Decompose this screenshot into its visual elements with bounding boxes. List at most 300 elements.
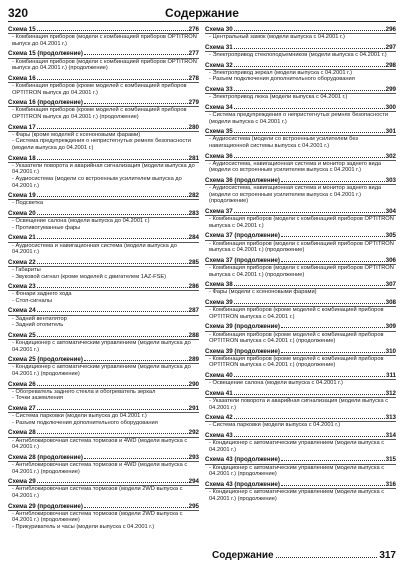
entry-item: - Антиблокировочная система тормозов и 4WD (модели выпуска с 04.2001 г.) (продолжение) xyxy=(12,462,188,475)
toc-entry[interactable] xyxy=(8,381,199,402)
entry-title: Схема 19 xyxy=(8,192,36,200)
toc-entry-heading xyxy=(205,323,396,330)
entry-item: - Комбинация приборов (модели с комбинацией приборов OPTITRON выпуска с 04.2001 г.) (продолжение) xyxy=(209,240,394,254)
entry-items xyxy=(205,306,396,320)
toc-entry-heading xyxy=(205,62,396,69)
entry-title: Схема 27 xyxy=(8,405,36,413)
entry-items xyxy=(205,379,396,387)
leader-dots xyxy=(37,385,188,386)
entry-title: Схема 35 xyxy=(205,128,233,136)
entry-page-number: 292 xyxy=(188,429,199,437)
entry-title: Схема 37 xyxy=(205,207,233,215)
entry-items xyxy=(205,51,396,59)
entry-page-number: 288 xyxy=(188,331,199,339)
entry-page-number: 277 xyxy=(188,50,199,58)
entry-item: - Система предупреждения о непристегнутых ремнях безопасности (модели выпуска до 04.2001 г.) xyxy=(12,138,192,151)
toc-entry[interactable] xyxy=(8,192,199,207)
entry-item: - Система парковки (модели выпуска с 04.2001 г.) xyxy=(209,422,341,429)
entry-title: Схема 38 xyxy=(205,281,233,289)
toc-entry-heading xyxy=(8,192,199,199)
toc-entry[interactable] xyxy=(8,283,199,304)
toc-entry[interactable] xyxy=(205,232,396,253)
entry-item: - Кондиционер с автоматическим управлением (модели выпуска до 04.2001 г.) (продолжение) xyxy=(12,364,191,378)
toc-entry[interactable] xyxy=(205,86,396,101)
leader-dots xyxy=(234,90,385,91)
entry-items xyxy=(8,242,199,256)
leader-dots xyxy=(37,336,188,337)
toc-entry-heading xyxy=(8,75,199,82)
leader-dots xyxy=(84,54,188,55)
toc-entry-heading xyxy=(8,283,199,290)
toc-entry-heading xyxy=(8,26,199,33)
toc-entry-heading xyxy=(8,234,199,241)
page-number: 320 xyxy=(8,6,29,20)
entry-page-number: 295 xyxy=(188,502,199,510)
entry-item: - Антиблокировочная система тормозов (модели 2WD выпуска с 04.2001 г.) xyxy=(12,486,183,500)
toc-entry[interactable] xyxy=(205,128,396,149)
entry-title: Схема 30 xyxy=(205,26,233,33)
entry-item: - Разъем подключения дополнительного оборудования xyxy=(209,76,355,83)
toc-entry[interactable] xyxy=(8,234,199,255)
entry-item: - Система предупреждения о непристегнутых ремнях безопасности (модели выпуска с 04.2001 г.) xyxy=(209,111,389,125)
entry-item: - Кондиционер с автоматическим управлением (модели выпуска с 04.2001 г.) (продолжение) xyxy=(209,464,385,478)
entry-item: - Аудиосистема, навигационная система и монитор заднего вида (модели со встроенным усилителем выпуска с 04.2001 г.) (продолжение) xyxy=(209,185,382,205)
toc-entry[interactable] xyxy=(205,456,396,477)
entry-page-number: 312 xyxy=(385,389,396,397)
toc-entry[interactable] xyxy=(8,99,199,120)
toc-entry-heading xyxy=(205,348,396,355)
leader-dots xyxy=(281,352,385,353)
entry-title: Схема 15 (продолжение) xyxy=(8,50,83,58)
entry-item: - Подсветка xyxy=(12,200,44,207)
leader-dots xyxy=(234,108,385,109)
entry-page-number: 299 xyxy=(385,85,396,93)
leader-dots xyxy=(234,376,385,377)
toc-entry[interactable] xyxy=(205,481,396,502)
entry-page-number: 303 xyxy=(385,176,396,184)
entry-item: - Задний отопитель xyxy=(12,322,64,329)
toc-entry[interactable] xyxy=(205,323,396,344)
leader-dots xyxy=(37,30,188,31)
entry-item: - Электропривод стеклоподъемников (модели выпуска с 04.2001 г.) xyxy=(209,52,387,58)
entry-title: Схема 33 xyxy=(205,85,233,93)
entry-page-number: 278 xyxy=(188,74,199,82)
toc-entry-heading xyxy=(205,257,396,264)
entry-title: Схема 16 xyxy=(8,74,36,82)
entry-page-number: 286 xyxy=(188,283,199,291)
entry-item: - Освещение салона (модели выпуска с 04.2001 г.) xyxy=(209,380,343,387)
entry-title: Схема 28 xyxy=(8,429,36,437)
toc-entry-heading xyxy=(8,210,199,217)
entry-page-number: 279 xyxy=(188,99,199,107)
entry-item: - Комбинация приборов (кроме моделей с комбинацией приборов OPTITRON выпуска с 04.2001 г.) xyxy=(209,307,384,320)
toc-entry[interactable] xyxy=(205,104,396,125)
entry-title: Схема 25 (продолжение) xyxy=(8,356,83,364)
toc-entry-heading xyxy=(8,307,199,314)
leader-dots xyxy=(37,128,188,129)
entry-page-number: 309 xyxy=(385,323,396,331)
entry-title: Схема 16 (продолжение) xyxy=(8,99,83,107)
entry-items xyxy=(8,217,199,231)
leader-dots xyxy=(37,311,188,312)
entry-page-number: 290 xyxy=(188,380,199,388)
entry-title: Схема 17 xyxy=(8,123,36,131)
entry-page-number: 281 xyxy=(188,154,199,162)
entry-items xyxy=(205,488,396,502)
toc-entry[interactable] xyxy=(8,210,199,231)
entry-item: - Противотуманные фары xyxy=(12,224,81,231)
toc-entry-heading xyxy=(8,259,199,266)
entry-page-number: 301 xyxy=(385,128,396,136)
leader-dots xyxy=(37,238,188,239)
entry-page-number: 305 xyxy=(385,232,396,240)
entry-title: Схема 32 xyxy=(205,61,233,69)
entry-items xyxy=(8,363,199,377)
toc-entry[interactable] xyxy=(205,299,396,320)
toc-entry-heading xyxy=(205,26,396,33)
page-header xyxy=(8,6,396,22)
entry-item: - Комбинация приборов (кроме моделей с комбинацией приборов OPTITRON выпуск до 04.2001 г.) (продолжение) xyxy=(12,107,187,120)
entry-page-number: 304 xyxy=(385,207,396,215)
toc-entry-heading xyxy=(205,104,396,111)
entry-items xyxy=(8,33,199,47)
entry-item: - Указатели поворота и аварийная сигнализация (модели выпуска до 04.2001 г.) xyxy=(12,162,195,176)
toc-entry-heading xyxy=(8,50,199,57)
entry-item: - Комбинация приборов (модели с комбинацией приборов OPTITRON выпуск до 04.2001 г.) (продолжение) xyxy=(12,58,197,72)
leader-dots xyxy=(234,285,385,286)
leader-dots xyxy=(37,159,188,160)
toc-entry-heading xyxy=(8,124,199,131)
leader-dots xyxy=(234,303,385,304)
entry-items xyxy=(205,355,396,369)
entry-item: - Стоп-сигналы xyxy=(12,297,53,304)
entry-item: - Обогреватель заднего стекла и обогреватель зеркал xyxy=(12,388,156,395)
entry-page-number: 314 xyxy=(385,432,396,440)
entry-items xyxy=(205,288,396,296)
entry-items xyxy=(205,160,396,174)
toc-entry[interactable] xyxy=(8,259,199,280)
entry-items xyxy=(8,131,199,152)
entry-item: - Центральный замок (модели выпуска с 04.2001 г.) xyxy=(209,34,345,41)
leader-dots xyxy=(234,132,385,133)
entry-item: - Разъем подключения дополнительного оборудования xyxy=(12,419,158,426)
entry-items xyxy=(8,58,199,72)
entry-title: Схема 25 xyxy=(8,331,36,339)
entry-page-number: 300 xyxy=(385,103,396,111)
entry-items xyxy=(205,240,396,254)
leader-dots xyxy=(276,557,378,558)
toc-entry[interactable] xyxy=(8,478,199,499)
entry-title: Схема 29 xyxy=(8,478,36,486)
entry-item: - Фонари заднего хода xyxy=(12,291,72,298)
entry-items xyxy=(8,290,199,304)
toc-entry-heading xyxy=(8,332,199,339)
leader-dots xyxy=(281,327,385,328)
entry-page-number: 280 xyxy=(188,123,199,131)
toc-entry-heading xyxy=(205,232,396,239)
toc-entry-heading xyxy=(205,456,396,463)
leader-dots xyxy=(37,409,188,410)
entry-items xyxy=(8,510,199,531)
toc-columns xyxy=(8,26,396,534)
entry-title: Схема 29 (продолжение) xyxy=(8,502,83,510)
toc-entry-heading xyxy=(8,99,199,106)
entry-item: - Комбинация приборов (модели с комбинацией приборов OPTITRON выпуска с 04.2001 г.) xyxy=(209,216,394,229)
leader-dots xyxy=(281,460,385,461)
leader-dots xyxy=(281,261,385,262)
entry-item: - Электропривод зеркал (модели выпуска с 04.2001 г.) xyxy=(209,69,352,76)
entry-item: - Указатели поворота и аварийная сигнализация (модели выпуска с 04.2001 г.) xyxy=(209,398,389,411)
entry-page-number: 285 xyxy=(188,258,199,266)
toc-entry-heading xyxy=(205,86,396,93)
toc-left-column xyxy=(8,26,199,534)
entry-item: - Фары (модели с ксеноновыми фарами) xyxy=(209,289,317,296)
entry-items xyxy=(8,106,199,120)
toc-entry[interactable] xyxy=(205,390,396,411)
page-title: Содержание xyxy=(165,6,239,20)
leader-dots xyxy=(281,181,385,182)
toc-entry[interactable] xyxy=(8,454,199,475)
entry-item: - Аудиосистема (модели со встроенным усилителем без навигационной системы выпуска с 04.2001 г.) xyxy=(209,136,358,149)
entry-items xyxy=(8,199,199,207)
leader-dots xyxy=(37,196,188,197)
entry-title: Схема 43 xyxy=(205,432,233,440)
entry-item: - Кондиционер с автоматическим управлением (модели выпуска с 04.2001 г.) (продолжение) xyxy=(209,489,385,502)
entry-items xyxy=(8,339,199,353)
entry-item: - Комбинация приборов (кроме моделей с комбинацией приборов OPTITRON выпуска с 04.2001 г.) (продолжение) xyxy=(209,355,384,369)
toc-entry-heading xyxy=(8,155,199,162)
entry-items xyxy=(205,93,396,101)
entry-title: Схема 28 (продолжение) xyxy=(8,453,83,461)
entry-item: - Аудиосистема, навигационная система и монитор заднего вида (модели со встроенным усилителем выпуска с 04.2001 г.) xyxy=(209,160,382,174)
leader-dots xyxy=(234,66,385,67)
entry-item: - Комбинация приборов (модели с комбинацией приборов OPTITRON выпуск до 04.2001 г.) xyxy=(12,34,197,47)
entry-page-number: 316 xyxy=(385,480,396,488)
entry-item: - Фары (кроме моделей с ксеноновыми фарами) xyxy=(12,131,141,138)
toc-entry-heading xyxy=(205,299,396,306)
leader-dots xyxy=(37,287,188,288)
entry-page-number: 315 xyxy=(385,456,396,464)
toc-entry[interactable] xyxy=(8,124,199,152)
entry-item: - Задний вентилятор xyxy=(12,315,67,322)
entry-item: - Антиблокировочная система тормозов (модели 2WD выпуска с 04.2001 г.) (продолжение) xyxy=(12,510,183,524)
toc-entry[interactable] xyxy=(8,332,199,353)
leader-dots xyxy=(37,482,188,483)
toc-entry[interactable] xyxy=(8,356,199,377)
entry-items xyxy=(8,461,199,475)
leader-dots xyxy=(234,212,385,213)
toc-entry[interactable] xyxy=(205,257,396,278)
toc-entry[interactable] xyxy=(8,26,199,47)
toc-entry[interactable] xyxy=(8,75,199,96)
entry-items xyxy=(8,162,199,189)
entry-page-number: 287 xyxy=(188,307,199,315)
toc-entry[interactable] xyxy=(8,50,199,71)
toc-entry-heading xyxy=(205,153,396,160)
entry-title: Схема 39 (продолжение) xyxy=(205,347,280,355)
toc-entry[interactable] xyxy=(8,307,199,328)
entry-page-number: 308 xyxy=(385,298,396,306)
entry-page-number: 310 xyxy=(385,347,396,355)
entry-items xyxy=(205,184,396,205)
toc-entry[interactable] xyxy=(8,155,199,190)
toc-entry[interactable] xyxy=(205,177,396,205)
entry-page-number: 311 xyxy=(386,372,396,380)
leader-dots xyxy=(281,485,385,486)
entry-item: - Комбинация приборов (кроме моделей с комбинацией приборов OPTITRON выпуск до 04.2001 г.) xyxy=(12,82,187,96)
entry-title: Схема 36 (продолжение) xyxy=(205,176,280,184)
toc-entry-heading xyxy=(8,381,199,388)
entry-item: - Комбинация приборов (кроме моделей с комбинацией приборов OPTITRON выпуска с 04.2001 г.) (продолжение) xyxy=(209,331,384,345)
leader-dots xyxy=(281,236,385,237)
toc-entry-heading xyxy=(8,478,199,485)
toc-entry-heading xyxy=(205,44,396,51)
entry-title: Схема 37 (продолжение) xyxy=(205,256,280,264)
entry-title: Схема 34 xyxy=(205,103,233,111)
toc-entry[interactable] xyxy=(205,153,396,174)
entry-item: - Звуковой сигнал (кроме моделей с двигателем 1AZ-FSE) xyxy=(12,273,167,280)
toc-entry-heading xyxy=(205,390,396,397)
entry-title: Схема 42 xyxy=(205,414,233,422)
entry-items xyxy=(205,439,396,453)
toc-entry[interactable] xyxy=(205,348,396,369)
entry-page-number: 291 xyxy=(188,405,199,413)
entry-items xyxy=(8,266,199,280)
entry-items xyxy=(8,82,199,96)
leader-dots xyxy=(234,436,385,437)
leader-dots xyxy=(37,214,188,215)
entry-item: - Аудиосистема и навигационная система (модели выпуска до 04.2001 г.) xyxy=(12,242,177,256)
entry-item: - Габариты xyxy=(12,266,41,273)
toc-entry[interactable] xyxy=(205,281,396,296)
entry-item: - Система парковки (модели выпуска до 04.2001 г.) xyxy=(12,413,147,420)
entry-title: Схема 40 xyxy=(205,372,233,380)
entry-items xyxy=(8,437,199,451)
toc-entry-heading xyxy=(205,281,396,288)
leader-dots xyxy=(37,263,188,264)
entry-items xyxy=(205,264,396,278)
toc-entry[interactable] xyxy=(205,414,396,429)
entry-page-number: 293 xyxy=(188,453,199,461)
leader-dots xyxy=(37,433,188,434)
toc-entry[interactable] xyxy=(8,429,199,450)
entry-title: Схема 43 (продолжение) xyxy=(205,456,280,464)
entry-title: Схема 21 xyxy=(8,234,36,242)
toc-entry[interactable] xyxy=(8,405,199,426)
entry-page-number: 302 xyxy=(385,152,396,160)
entry-items xyxy=(8,485,199,499)
toc-entry[interactable] xyxy=(205,208,396,229)
entry-title: Схема 39 (продолжение) xyxy=(205,323,280,331)
toc-entry-heading xyxy=(8,429,199,436)
entry-page-number: 297 xyxy=(385,43,396,51)
entry-page-number: 307 xyxy=(385,281,396,289)
entry-item: - Прикуриватель и часы (модели выпуска с 04.2001 г.) xyxy=(12,524,155,530)
footer-entry-title: Содержание xyxy=(212,550,274,561)
entry-page-number: 289 xyxy=(188,356,199,364)
toc-entry-heading xyxy=(8,405,199,412)
leader-dots xyxy=(84,360,188,361)
toc-entry[interactable] xyxy=(205,372,396,387)
entry-item: - Точки заземления xyxy=(12,395,63,402)
entry-title: Схема 24 xyxy=(8,307,36,315)
entry-items xyxy=(205,215,396,229)
entry-items xyxy=(205,33,396,41)
toc-entry-heading xyxy=(205,128,396,135)
leader-dots xyxy=(234,418,385,419)
leader-dots xyxy=(234,394,385,395)
entry-page-number: 284 xyxy=(188,234,199,242)
entry-item: - Антиблокировочная система тормозов и 4WD (модели выпуска с 04.2001 г.) xyxy=(12,437,188,451)
entry-title: Схема 43 (продолжение) xyxy=(205,480,280,488)
entry-page-number: 294 xyxy=(188,478,199,486)
toc-entry-heading xyxy=(8,503,199,510)
entry-item: - Комбинация приборов (модели с комбинацией приборов OPTITRON выпуска с 04.2001 г.) (продолжение) xyxy=(209,264,394,278)
toc-right-column xyxy=(205,26,396,534)
toc-entry-heading xyxy=(205,481,396,488)
entry-item: - Освещение салона (модели выпуска до 04.2001 г.) xyxy=(12,218,150,225)
entry-title: Схема 31 xyxy=(205,43,233,51)
toc-footer-entry[interactable] xyxy=(212,550,396,562)
toc-entry-heading xyxy=(205,432,396,439)
leader-dots xyxy=(84,103,188,104)
footer-entry-page: 317 xyxy=(379,550,396,561)
entry-title: Схема 26 xyxy=(8,380,36,388)
entry-items xyxy=(8,412,199,426)
toc-entry-heading xyxy=(205,208,396,215)
toc-entry-heading xyxy=(205,372,396,379)
entry-items xyxy=(205,69,396,83)
toc-entry[interactable] xyxy=(205,26,396,41)
entry-title: Схема 41 xyxy=(205,389,233,397)
leader-dots xyxy=(234,157,385,158)
entry-item: - Кондиционер с автоматическим управлением (модели выпуска с 04.2001 г.) xyxy=(209,440,385,453)
entry-title: Схема 18 xyxy=(8,154,36,162)
toc-entry[interactable] xyxy=(8,503,199,531)
entry-title: Схема 23 xyxy=(8,283,36,291)
toc-entry-heading xyxy=(8,356,199,363)
entry-item: - Кондиционер с автоматическим управлением (модели выпуска до 04.2001 г.) xyxy=(12,340,191,353)
toc-entry[interactable] xyxy=(205,432,396,453)
entry-items xyxy=(8,388,199,402)
toc-entry[interactable] xyxy=(205,44,396,59)
entry-title: Схема 36 xyxy=(205,152,233,160)
toc-entry-heading xyxy=(205,177,396,184)
entry-page-number: 306 xyxy=(385,256,396,264)
entry-items xyxy=(205,464,396,478)
leader-dots xyxy=(234,48,385,49)
entry-items xyxy=(205,331,396,345)
entry-page-number: 283 xyxy=(188,209,199,217)
entry-items xyxy=(205,397,396,411)
leader-dots xyxy=(84,458,188,459)
leader-dots xyxy=(37,79,188,80)
entry-page-number: 276 xyxy=(188,26,199,33)
entry-items xyxy=(8,315,199,329)
leader-dots xyxy=(84,507,188,508)
toc-entry[interactable] xyxy=(205,62,396,83)
toc-entry-heading xyxy=(8,454,199,461)
entry-page-number: 298 xyxy=(385,61,396,69)
entry-items xyxy=(205,135,396,149)
entry-title: Схема 39 xyxy=(205,298,233,306)
toc-entry-heading xyxy=(205,414,396,421)
entry-title: Схема 22 xyxy=(8,258,36,266)
entry-item: - Аудиосистема (модели со встроенным усилителем выпуска до 04.2001 г.) xyxy=(12,175,182,189)
entry-items xyxy=(205,111,396,125)
entry-title: Схема 37 (продолжение) xyxy=(205,232,280,240)
entry-title: Схема 15 xyxy=(8,26,36,33)
